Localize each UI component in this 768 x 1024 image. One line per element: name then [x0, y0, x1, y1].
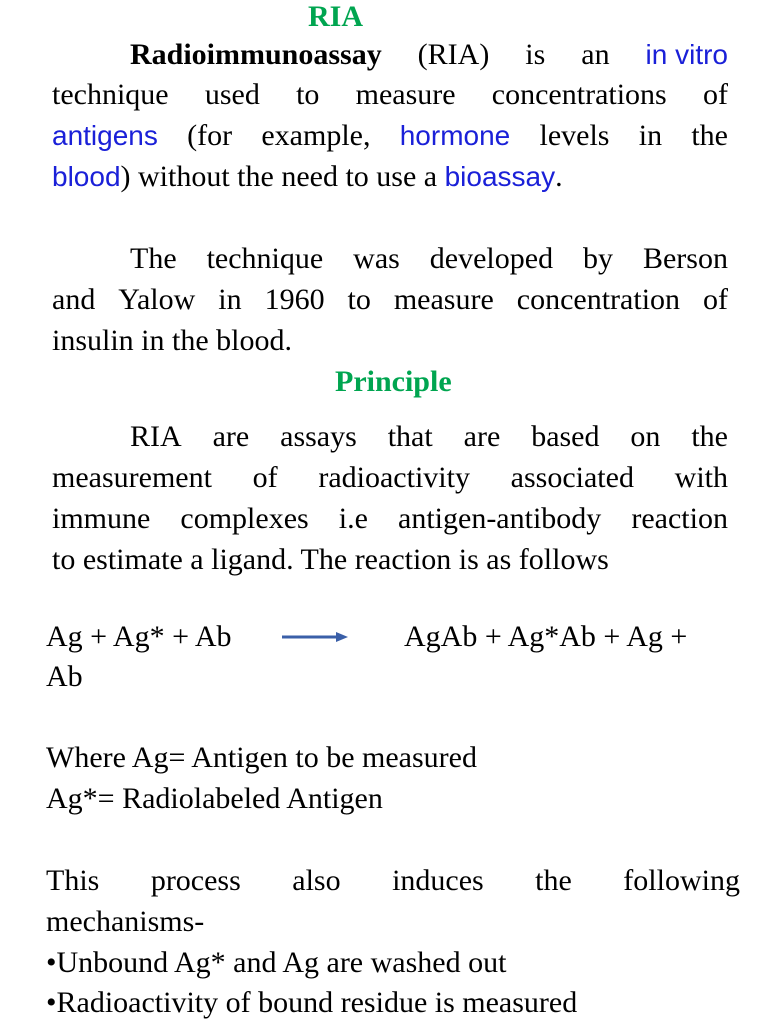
word: induces — [392, 864, 484, 897]
word: of — [252, 461, 278, 494]
word: was — [353, 242, 400, 275]
word: 1960 — [264, 283, 325, 316]
word: complexes — [180, 502, 309, 535]
word: Berson — [642, 242, 728, 275]
bullet-item-2: •Radioactivity of bound residue is measured — [46, 986, 578, 1019]
word: concentrations — [491, 78, 667, 111]
principle-heading: Principle — [335, 365, 452, 398]
principle-line-1 — [130, 420, 728, 454]
word: the — [691, 420, 728, 453]
link-antigens[interactable]: antigens — [52, 120, 158, 151]
principle-line-3 — [52, 502, 728, 536]
word: measure — [355, 78, 456, 111]
link-blood[interactable]: blood — [52, 161, 121, 192]
word: process — [150, 864, 241, 897]
word: are — [212, 420, 250, 453]
principle-line-4: to estimate a ligand. The reaction is as follows — [52, 543, 609, 576]
word: i.e — [338, 502, 368, 535]
word: developed — [429, 242, 554, 275]
word: to — [296, 78, 320, 111]
word: technique — [52, 78, 169, 111]
period: . — [555, 160, 563, 193]
word: in — [218, 283, 242, 316]
reaction-arrow-icon — [280, 630, 350, 644]
intro-line-4 — [52, 160, 563, 194]
bullet-item-1: •Unbound Ag* and Ag are washed out — [46, 946, 507, 979]
reaction-left: Ag + Ag* + Ab — [46, 620, 232, 653]
word: example, — [261, 119, 371, 152]
principle-line-2 — [52, 461, 728, 495]
word: technique — [206, 242, 324, 275]
intro-line-4-text: ) without the need to use a — [120, 160, 445, 193]
word: on — [630, 420, 661, 453]
word: measurement — [52, 461, 212, 494]
word: based — [531, 420, 600, 453]
word: is — [525, 38, 546, 71]
word: reaction — [631, 502, 728, 535]
word: antigen-antibody — [398, 502, 602, 535]
word: associated — [510, 461, 634, 494]
word: of — [703, 283, 728, 316]
word: also — [292, 864, 341, 897]
reaction-wrap: Ab — [46, 660, 83, 693]
word: following — [623, 864, 740, 897]
word: the — [691, 119, 728, 152]
word: levels — [539, 119, 610, 152]
link-in-vitro[interactable]: in vitro — [645, 39, 728, 70]
term-radioimmunoassay: Radioimmunoassay — [130, 38, 382, 71]
definition-ag: Where Ag= Antigen to be measured — [46, 741, 477, 774]
word: with — [674, 461, 728, 494]
word: the — [535, 864, 572, 897]
page-title: RIA — [308, 0, 364, 33]
word: The — [130, 242, 177, 275]
word: and — [52, 283, 96, 316]
intro-line-2 — [52, 78, 728, 112]
intro-line-1 — [130, 38, 728, 72]
word: by — [583, 242, 614, 275]
word: assays — [280, 420, 357, 453]
history-line-2 — [52, 283, 728, 317]
word: This — [46, 864, 100, 897]
link-bioassay[interactable]: bioassay — [444, 161, 556, 192]
word: used — [204, 78, 260, 111]
word: are — [463, 420, 501, 453]
history-line-1 — [130, 242, 728, 276]
word: in — [638, 119, 663, 152]
history-line-3: insulin in the blood. — [52, 324, 292, 357]
word: that — [387, 420, 433, 453]
word: RIA — [130, 420, 182, 453]
word: radioactivity — [318, 461, 470, 494]
mechanisms-line-2: mechanisms- — [46, 905, 205, 938]
definition-ag-star: Ag*= Radiolabeled Antigen — [46, 782, 383, 815]
word: Yalow — [118, 283, 196, 316]
reaction-right: AgAb + Ag*Ab + Ag + — [404, 620, 688, 653]
word: immune — [52, 502, 151, 535]
word: concentration — [516, 283, 681, 316]
mechanisms-line-1 — [46, 864, 740, 898]
word: (for — [187, 119, 233, 152]
word: to — [347, 283, 371, 316]
word: an — [581, 38, 610, 71]
word: (RIA) — [417, 38, 490, 71]
word: measure — [393, 283, 494, 316]
link-hormone[interactable]: hormone — [399, 120, 511, 151]
intro-line-3 — [52, 119, 728, 153]
word: of — [702, 78, 728, 111]
